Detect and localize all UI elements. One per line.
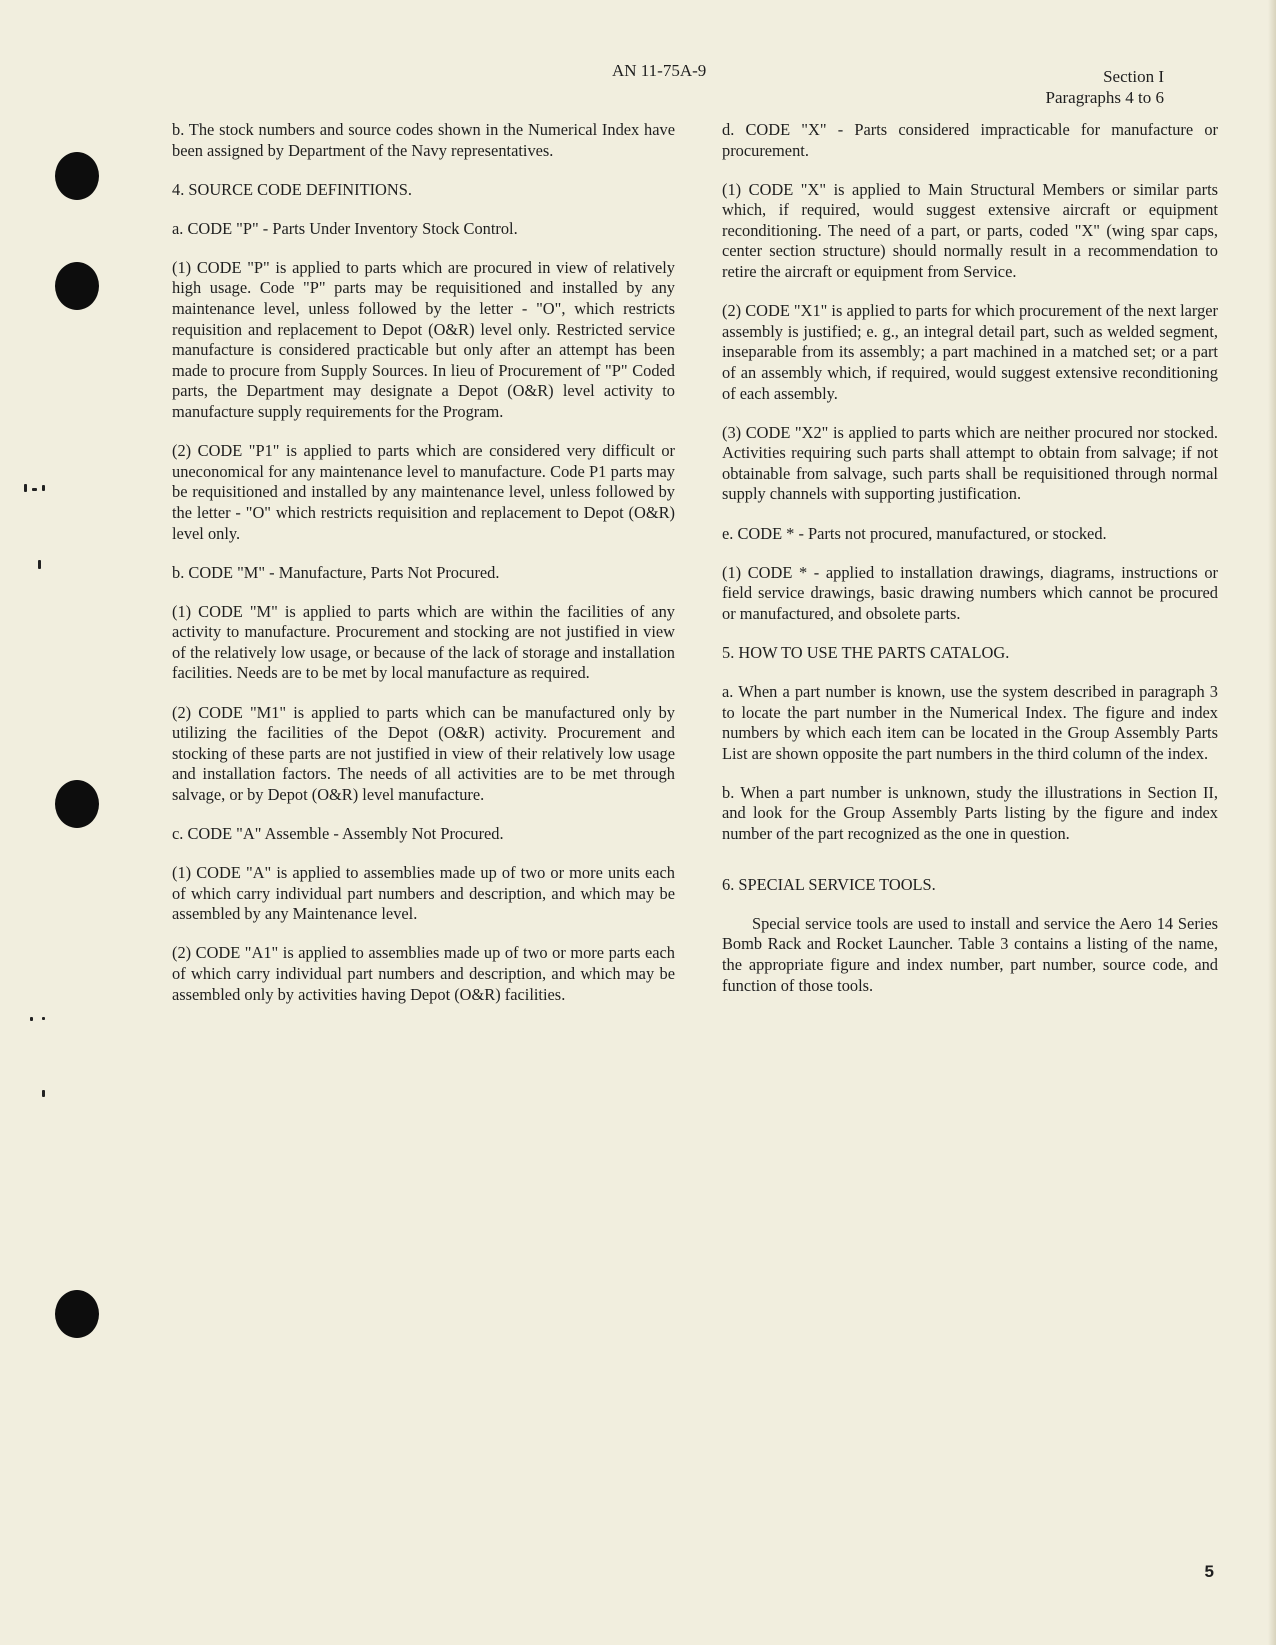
- scan-speck: [42, 485, 45, 491]
- section-heading: 5. HOW TO USE THE PARTS CATALOG.: [722, 642, 1010, 662]
- right-column: [722, 120, 1218, 1015]
- binder-hole: [55, 262, 99, 310]
- paragraph: b. When a part number is unknown, study the illustrations in Section II, and look for the Group Assembly Parts listing by the figure and index number of the part recognized as the one in question.: [722, 782, 1218, 844]
- scan-speck: [24, 484, 27, 492]
- paragraph: (3) CODE "X2" is applied to parts which are neither procured nor stocked. Activities requiring such parts shall attempt to obtain from salvage; if not obtainable from salvage, such parts shall be requisitioned through normal supply channels with supporting justification.: [722, 422, 1218, 504]
- subheading: b. CODE "M" - Manufacture, Parts Not Procured.: [172, 562, 500, 582]
- subheading: d. CODE "X" - Parts considered impracticable for manufacture or procurement.: [722, 120, 1218, 160]
- subheading: e. CODE * - Parts not procured, manufactured, or stocked.: [722, 523, 1107, 543]
- paragraph: b. The stock numbers and source codes shown in the Numerical Index have been assigned by Department of the Navy representatives.: [172, 120, 675, 160]
- paragraph: (1) CODE "A" is applied to assemblies made up of two or more units each of which carry individual part numbers and description, and which may be assembled by any Maintenance level.: [172, 863, 675, 924]
- left-column: [172, 120, 675, 1024]
- paragraph: (2) CODE "X1" is applied to parts for which procurement of the next larger assembly is justified; e. g., an integral detail part, such as welded segment, inseparable from its assembly; a part machined in a matched set; or a part of an assembly which, if required, would suggest extensive reconditioning of each assembly.: [722, 301, 1219, 403]
- page-number: 5: [1204, 1562, 1214, 1581]
- paragraph: (1) CODE "X" is applied to Main Structural Members or similar parts which, if required, would suggest extensive aircraft or equipment reconditioning. The need of a part, or parts, coded "X" (wing spar caps, center section structure) should normally result in a recommendation to retire the aircraft or equipment from Service.: [722, 179, 1218, 282]
- paragraph-range: Paragraphs 4 to 6: [1045, 88, 1164, 107]
- paragraph: Special service tools are used to install and service the Aero 14 Series Bomb Rack and Rocket Launcher. Table 3 contains a listing of the name, the appropriate figure and index number, part number, source code, and function of those tools.: [722, 913, 1218, 995]
- binder-hole: [55, 780, 99, 828]
- section-reference: [1045, 66, 1164, 108]
- paragraph: a. When a part number is known, use the system described in paragraph 3 to locate the part number in the Numerical Index. The figure and index numbers by which each item can be located in the Group Assembly Parts List are shown opposite the part numbers in the third column of the index.: [722, 681, 1218, 763]
- scan-speck: [38, 560, 41, 569]
- section-label: Section I: [1103, 67, 1164, 86]
- paragraph: (1) CODE "P" is applied to parts which are procured in view of relatively high usage. Code "P" parts may be requisitioned and installed by any maintenance level, unless followed by the letter - "O", which restricts requisition and replacement to Depot (O&R) level only. Restricted service manufacture is considered practicable but only after an attempt has been made to procure from Supply Sources. In lieu of Procurement of "P" Coded parts, the Department may designate a Depot (O&R) level activity to manufacture supply requirements for the Program.: [172, 257, 675, 422]
- paragraph: (2) CODE "P1" is applied to parts which are considered very difficult or uneconomical for any maintenance level to manufacture. Code P1 parts may be requisitioned and installed by any maintenance level, unless followed by the letter - "O" which restricts requisition and replacement to Depot (O&R) level only.: [172, 441, 675, 543]
- section-heading: 4. SOURCE CODE DEFINITIONS.: [172, 179, 412, 199]
- document-number: AN 11-75A-9: [612, 61, 707, 80]
- section-heading: 6. SPECIAL SERVICE TOOLS.: [722, 874, 936, 894]
- scan-speck: [30, 1017, 33, 1021]
- paragraph: (1) CODE * - applied to installation drawings, diagrams, instructions or field service drawings, basic drawing numbers which cannot be procured or manufactured, and obsolete parts.: [722, 562, 1218, 623]
- scan-speck: [42, 1017, 45, 1020]
- binder-hole: [55, 1290, 99, 1338]
- paragraph: (2) CODE "A1" is applied to assemblies made up of two or more parts each of which carry individual part numbers and description, and which may be assembled only by activities having Depot (O&R) facilities.: [172, 943, 675, 1004]
- paragraph: (1) CODE "M" is applied to parts which are within the facilities of any activity to manufacture. Procurement and stocking are not justified in view of the relatively low usage, or because of the lack of storage and installation facilities. Needs are to be met by local manufacture as required.: [172, 601, 675, 683]
- binder-hole: [55, 152, 99, 200]
- subheading: a. CODE "P" - Parts Under Inventory Stock Control.: [172, 218, 518, 238]
- scan-speck: [42, 1090, 45, 1097]
- subheading: c. CODE "A" Assemble - Assembly Not Procured.: [172, 824, 504, 844]
- scan-speck: [32, 488, 37, 491]
- paragraph: (2) CODE "M1" is applied to parts which can be manufactured only by utilizing the facilities of the Depot (O&R) activity. Procurement and stocking of these parts are not justified in view of their relatively low usage and installation factors. The needs of all activities are to be met through salvage, or by Depot (O&R) level manufacture.: [172, 702, 675, 804]
- page-edge-shadow: [1268, 0, 1276, 1645]
